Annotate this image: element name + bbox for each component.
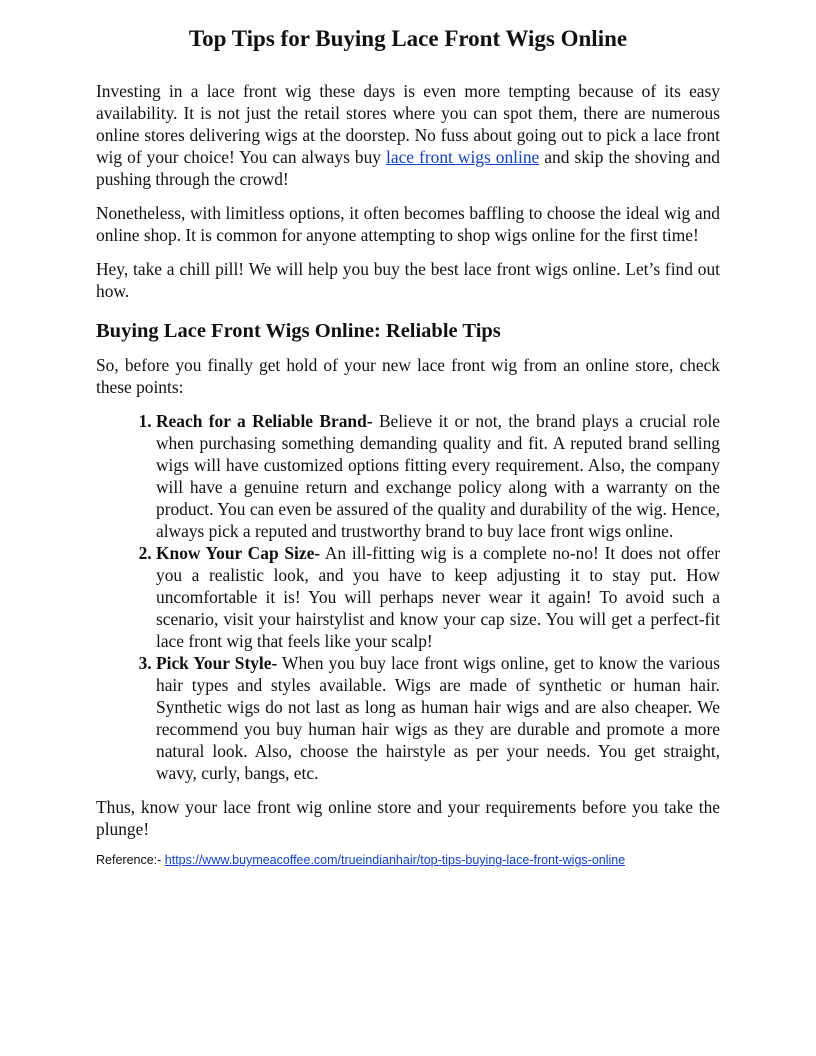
intro-paragraph-1: [96, 80, 720, 190]
reference-link[interactable]: https://www.buymeacoffee.com/trueindianhair/top-tips-buying-lace-front-wigs-online: [164, 853, 626, 867]
section-lead: So, before you finally get hold of your new lace front wig from an online store, check these points:: [96, 355, 720, 397]
tip-title: Know Your Cap Size-: [156, 543, 321, 563]
tip-title: Pick Your Style-: [156, 653, 278, 673]
document-page: [96, 24, 720, 868]
intro-text-end: and skip the shoving and pushing through the crowd!: [96, 147, 720, 189]
section-heading: Buying Lace Front Wigs Online: Reliable Tips: [96, 320, 501, 342]
lace-front-wigs-link[interactable]: lace front wigs online: [386, 147, 540, 167]
closing-paragraph: Thus, know your lace front wig online store and your requirements before you take the plunge!: [96, 797, 720, 839]
intro-paragraph-3: Hey, take a chill pill! We will help you buy the best lace front wigs online. Let’s find out how.: [96, 259, 720, 301]
reference-line: [96, 852, 720, 868]
document-title: Top Tips for Buying Lace Front Wigs Online: [188, 26, 628, 51]
list-item: [156, 542, 720, 652]
list-item: [156, 652, 720, 784]
list-item: [156, 410, 720, 542]
tip-text: Believe it or not, the brand plays a crucial role when purchasing something demanding quality and fit. A reputed brand selling wigs will have customized options fitting every requirement. Also, the company will have a genuine return and exchange policy along with a warranty on the product. You can even be assured of the quality and durability of the wig. Hence, always pick a reputed and trustworthy brand to buy lace front wigs online.: [156, 411, 720, 541]
tip-text: When you buy lace front wigs online, get to know the various hair types and styles available. Wigs are made of synthetic or human hair. Synthetic wigs do not last as long as human hair wigs and are also cheaper. We recommend you buy human hair wigs as they are durable and promote a more natural look. Also, choose the hairstyle as per your needs. You get straight, wavy, curly, bangs, etc.: [156, 653, 721, 783]
tips-list: [96, 410, 720, 784]
intro-paragraph-2: Nonetheless, with limitless options, it often becomes baffling to choose the ideal wig and online shop. It is common for anyone attempting to shop wigs online for the first time!: [96, 203, 720, 245]
tip-text: An ill-fitting wig is a complete no-no! It does not offer you a realistic look, and you have to keep adjusting it to stay put. How uncomfortable it is! You will perhaps never wear it again! To avoid such a scenario, visit your hairstylist and know your cap size. You will get a perfect-fit lace front wig that feels like your scalp!: [156, 543, 720, 651]
reference-label: Reference:-: [96, 853, 165, 867]
intro-text: Investing in a lace front wig these days is even more tempting because of its easy availability. It is not just the retail stores where you can spot them, there are numerous online stores delivering wigs at the doorstep. No fuss about going out to pick a lace front wig of your choice! You can always buy: [96, 81, 720, 167]
tip-title: Reach for a Reliable Brand-: [156, 411, 373, 431]
